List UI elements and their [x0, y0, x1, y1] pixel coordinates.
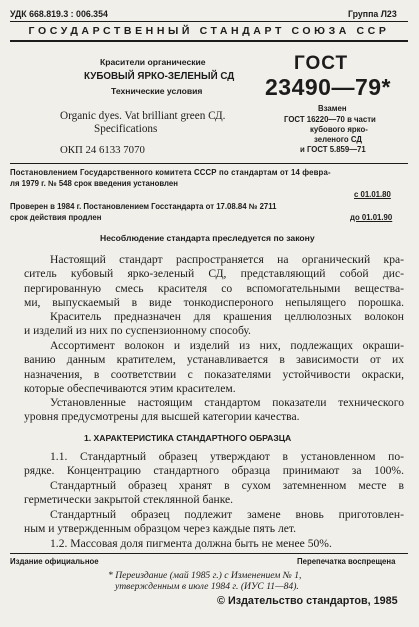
- replaces-line-5: и ГОСТ 5.859—71: [300, 145, 366, 154]
- official-edition: Издание официальное: [10, 557, 99, 566]
- text-line: Установленные настоящим стандартом показатели технического: [50, 396, 404, 409]
- reissue-note-2: утвержденным в июле 1984 г. (ИУС 11—84).: [115, 581, 299, 592]
- decree-line-4: срок действия продлен: [10, 213, 102, 222]
- doc-name-english-1: Organic dyes. Vat brilliant green СД.: [60, 110, 226, 122]
- decree-date-2: до 01.01.90: [350, 213, 393, 222]
- doc-name-english-2: Specifications: [94, 123, 158, 135]
- udc-code: УДК 668.819.3 : 006.354: [10, 9, 108, 19]
- standard-title-bar: ГОСУДАРСТВЕННЫЙ СТАНДАРТ СОЮЗА ССР: [28, 25, 390, 37]
- paragraph-assortment: [24, 339, 404, 396]
- okp-code: ОКП 24 6133 7070: [60, 144, 145, 156]
- paragraph-scope: [24, 253, 404, 310]
- doc-name-line2: КУБОВЫЙ ЯРКО-ЗЕЛЕНЫЙ СД: [84, 71, 235, 82]
- replaces-label: Взамен: [318, 104, 347, 113]
- text-line: Стандартный образец хранят в сухом затемненном месте в: [50, 479, 404, 492]
- replaces-line-4: зеленого СД: [314, 135, 362, 144]
- title-rule: [10, 40, 408, 42]
- section-heading: 1. ХАРАКТЕРИСТИКА СТАНДАРТНОГО ОБРАЗЦА: [84, 433, 292, 443]
- doc-name-line1: Красители органические: [100, 57, 206, 67]
- replaces-line-2: ГОСТ 16220—70 в части: [284, 115, 376, 124]
- text-line: назначения, в соответствии с показателями устойчивости окраски,: [24, 367, 404, 381]
- clause-1-1: [24, 450, 404, 479]
- reprint-prohibited: Перепечатка воспрещена: [297, 557, 396, 566]
- text-line: ным и утвержденным образцом через каждые пять лет.: [24, 522, 296, 536]
- decree-top-rule: [10, 163, 408, 164]
- text-line: Стандартный образец подлежит замене вновь приготовлен-: [50, 508, 404, 521]
- paragraph-purpose: [24, 310, 404, 339]
- clause-storage: [24, 479, 404, 508]
- text-line: Ассортимент волокон и изделий из них, подлежащих окраши-: [50, 339, 404, 352]
- decree-line-1: Постановлением Государственного комитета СССР по стандартам от 14 февра-: [10, 168, 331, 177]
- text-line: герметически закрытой стеклянной банке.: [24, 493, 234, 507]
- replaces-line-3: кубового ярко-: [310, 125, 368, 134]
- clause-1-2: [24, 537, 404, 551]
- group-code: Группа Л23: [348, 9, 397, 19]
- top-rule: [10, 21, 408, 22]
- reissue-note-1: * Переиздание (май 1985 г.) с Изменением № 1,: [108, 570, 302, 581]
- legal-warning: Несоблюдение стандарта преследуется по закону: [100, 233, 315, 243]
- text-line: ситель кубовый ярко-зеленый СД, представляющий собой дис-: [24, 267, 404, 281]
- text-line: ванию данным кратителем, устанавливается в зависимости от их: [24, 353, 404, 367]
- text-line: ми, выпускаемый в виде тонкодиспероного непылящего порошка.: [24, 295, 404, 309]
- text-line: пергированную смесь красителя со вспомогательными вещества-: [24, 281, 404, 295]
- gost-label: ГОСТ: [294, 53, 349, 74]
- doc-name-line3: Технические условия: [111, 86, 203, 96]
- gost-number: 23490—79*: [265, 74, 391, 100]
- paragraph-quality: [24, 396, 404, 425]
- text-line: 1.2. Массовая доля пигмента должна быть не менее 50%.: [50, 537, 332, 550]
- text-line: которые обеспечиваются этим красителем.: [24, 381, 236, 395]
- text-line: Настоящий стандарт распространяется на органический кра-: [50, 253, 404, 266]
- footer-rule: [10, 553, 408, 554]
- decree-line-3: Проверен в 1984 г. Постановлением Госстандарта от 17.08.84 № 2711: [10, 202, 277, 211]
- text-line: и изделий из них по суспензионному способу.: [24, 324, 251, 338]
- text-line: Краситель предназначен для крашения целлюлозных волокон: [50, 310, 404, 323]
- text-line: уровня предусмотрены для высшей категории качества.: [24, 410, 300, 424]
- decree-date-1: с 01.01.80: [354, 190, 391, 199]
- text-line: 1.1. Стандартный образец утверждают в установленном по-: [50, 450, 404, 463]
- clause-replacement: [24, 508, 404, 537]
- copyright: © Издательство стандартов, 1985: [217, 595, 398, 607]
- decree-line-2: ля 1979 г. № 548 срок введения установлен: [10, 179, 178, 188]
- text-line: рядке. Концентрацию стандартного образца принимают за 100%.: [24, 464, 404, 478]
